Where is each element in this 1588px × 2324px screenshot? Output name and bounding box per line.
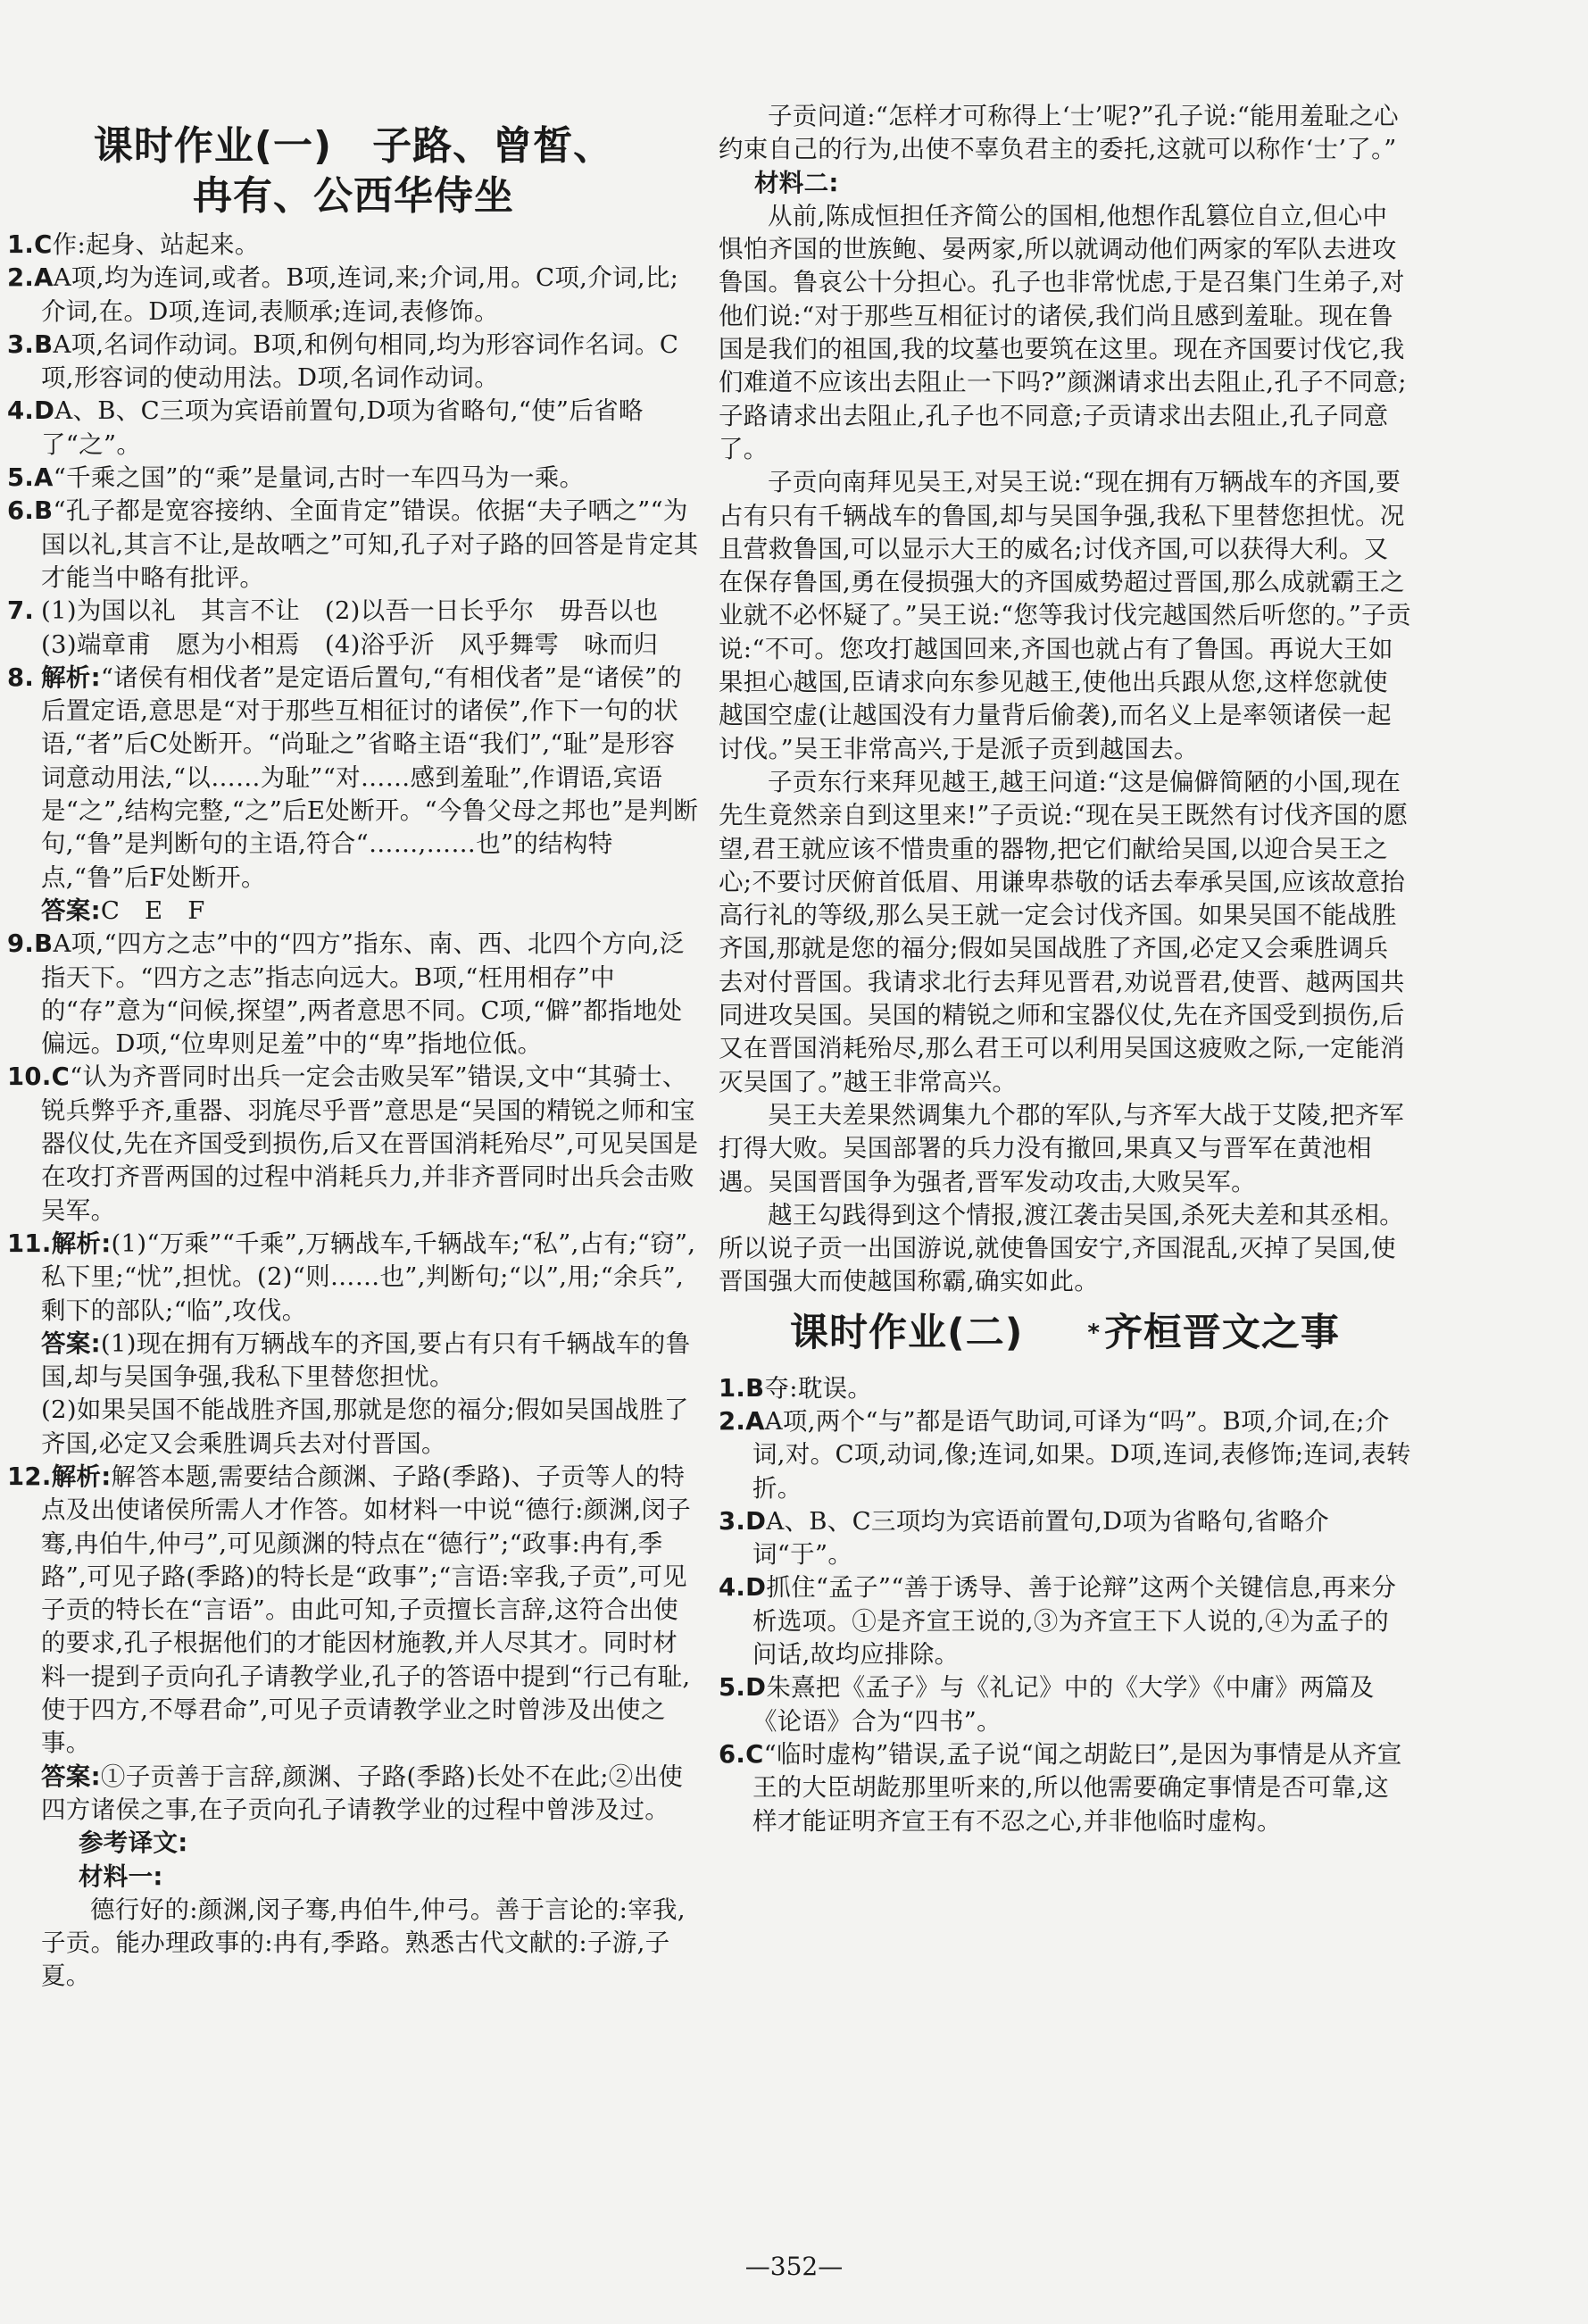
item-text: A、B、C三项均为宾语前置句,D项为省略句,省略介词“于”。 (752, 1506, 1329, 1570)
item-number: 12. (7, 1462, 52, 1491)
answer-item-4 (7, 395, 700, 462)
lesson-2-title-sub: 齐桓晋文之事 (1103, 1310, 1340, 1355)
page-number: —352— (744, 2252, 844, 2281)
answer-11-part2: (2)如果吴国不能战胜齐国,那就是您的福分;假如吴国战胜了齐国,必定又会乘胜调兵去对付晋国。 (41, 1395, 689, 1458)
material-1-heading: 材料一: (79, 1862, 163, 1891)
item-text: “千乘之国”的“乘”是量词,古时一车四马为一乘。 (53, 463, 585, 493)
answer-11 (7, 1328, 700, 1395)
translation-paragraph-2: 从前,陈成恒担任齐简公的国相,他想作乱篡位自立,但心中惧怕齐国的世族鲍、晏两家,所以就调动他们两家的军队去进攻鲁国。鲁哀公十分担心。孔子也非常忧虑,于是召集门生弟子,对他们说:“对于那些互相征讨的诸侯,我们尚且感到羞耻。现在鲁国是我们的祖国,我的坟墓也要筑在这里。现在齐国要讨伐它,我们难道不应该出去阻止一下吗?”颜渊请求出去阻止,孔子不同意;子路请求出去阻止,孔子也不同意;子贡请求出去阻止,孔子同意了。 (719, 201, 1407, 463)
lesson2-item-6 (719, 1738, 1411, 1838)
item-text: “孔子都是宽容接纳、全面肯定”错误。依据“夫子哂之”“为国以礼,其言不让,是故哂之”可知,孔子对子路的回答是肯定其才能当中略有批评。 (41, 496, 699, 592)
item-number: 4.D (7, 396, 55, 426)
item-number: 2.A (719, 1406, 765, 1436)
item-number: 2.A (7, 263, 54, 293)
item-text: “临时虚构”错误,孟子说“闻之胡龁曰”,是因为事情是从齐宣王的大臣胡龁那里听来的,所以他需要确定事情是否可靠,这样才能证明齐宣王有不忍之心,并非他临时虚构。 (752, 1739, 1402, 1836)
item-number: 10.C (7, 1062, 71, 1092)
item-text: A项,“四方之志”中的“四方”指东、南、西、北四个方向,泛指天下。“四方之志”指志向远大。B项,“枉用相存”中的“存”意为“问候,探望”,两者意思不同。C项,“僻”都指地处偏远。D项,“位卑则足羞”中的“卑”指地位低。 (41, 929, 685, 1059)
item-number: 9.B (7, 929, 54, 959)
item-text: (1)为国以礼 其言不让 (2)以吾一日长乎尔 毋吾以也 (3)端章甫 愿为小相焉 (4)浴乎沂 风乎舞雩 咏而归 (41, 596, 684, 659)
item-number: 1.C (7, 230, 53, 259)
item-text: “认为齐晋同时出兵一定会击败吴军”错误,文中“其骑士、锐兵弊乎齐,重器、羽旄尽乎晋”意思是“吴国的精锐之师和宝器仪仗,先在齐国受到损伤,后又在晋国消耗殆尽”,可见吴国是在攻打齐晋两国的过程中消耗兵力,并非齐晋同时出兵会击败吴军。 (41, 1062, 699, 1225)
answer-8 (7, 895, 700, 928)
item-number: 3.D (719, 1506, 767, 1536)
item-text: A项,均为连词,或者。B项,连词,来;介词,用。C项,介词,比;介词,在。D项,连词,表顺承;连词,表修饰。 (41, 263, 679, 326)
lesson-1-title (7, 121, 700, 221)
reference-translation-heading: 参考译文: (79, 1828, 188, 1858)
translation-paragraph-3: 子贡向南拜见吴王,对吴王说:“现在拥有万辆战车的齐国,要占有只有千辆战车的鲁国,却与吴国争强,我私下里替您担忧。况且营救鲁国,可以显示大王的威名;讨伐齐国,可以获得大利。又在保存鲁国,勇在侵损强大的齐国威势超过晋国,那么成就霸王之业就不必怀疑了。”吴王说:“您等我讨伐完越国然后听您的。”子贡说:“不可。您攻打越国回来,齐国也就占有了鲁国。再说大王如果担心越国,臣请求向东参见越王,使他出兵跟从您,这样您就使越国空虚(让越国没有力量背后偷袭),而名义上是率领诸侯一起讨伐。”吴王非常高兴,于是派子贡到越国去。 (719, 468, 1411, 763)
answer-item-6 (7, 495, 700, 595)
lesson2-item-3 (719, 1505, 1411, 1572)
item-number: 4.D (719, 1573, 767, 1603)
item-number: 11. (7, 1229, 52, 1258)
item-number: 8. (7, 662, 35, 692)
item-text: 作:起身、站起来。 (52, 230, 260, 259)
lesson-2-title (719, 1306, 1411, 1360)
analysis-label: 解析: (41, 662, 101, 692)
translation-paragraph-1: 子贡问道:“怎样才可称得上‘士’呢?”孔子说:“能用羞耻之心约束自己的行为,出使不辜负君主的委托,这就可以称作‘士’了。” (719, 102, 1399, 164)
translation-paragraph-5: 吴王夫差果然调集九个郡的军队,与齐军大战于艾陵,把齐军打得大败。吴国部署的兵力没有撤回,果真又与晋军在黄池相遇。吴国晋国争为强者,晋军发动攻击,大败吴军。 (719, 1100, 1405, 1196)
material-2-heading: 材料二: (754, 168, 839, 197)
right-column (719, 100, 1411, 1838)
answer-label: 答案: (41, 1329, 101, 1358)
answer-text: C E F (100, 895, 205, 925)
item-number: 3.B (7, 329, 54, 359)
answer-item-11 (7, 1228, 700, 1328)
answer-label: 答案: (41, 1762, 101, 1791)
left-column (7, 100, 700, 1994)
item-number: 1.B (719, 1373, 765, 1403)
answer-item-7 (7, 595, 700, 662)
item-text: A、B、C三项为宾语前置句,D项为省略句,“使”后省略了“之”。 (41, 396, 644, 459)
answer-item-10 (7, 1061, 700, 1227)
translation-paragraph-4: 子贡东行来拜见越王,越王问道:“这是偏僻简陋的小国,现在先生竟然亲自到这里来!”子贡说:“现在吴王既然有讨伐齐国的愿望,君王就应该不惜贵重的器物,把它们献给吴国,以迎合吴王之心;不要讨厌俯首低眉、用谦卑恭敬的话去奉承吴国,应该故意抬高行礼的等级,那么吴王就一定会讨伐齐国。如果吴国不能战胜齐国,那就是您的福分;假如吴国战胜了齐国,必定又会乘胜调兵去对付晋国。我请求北行去拜见晋君,劝说晋君,使晋、越两国共同进攻吴国。吴国的精锐之师和宝器仪仗,先在齐国受到损伤,后又在晋国消耗殆尽,那么君王可以利用吴国这疲败之际,一定能消灭吴国了。”越王非常高兴。 (719, 767, 1409, 1096)
lesson2-item-1 (719, 1372, 1411, 1405)
translation-paragraph-6: 越王勾践得到这个情报,渡江袭击吴国,杀死夫差和其丞相。所以说子贡一出国游说,就使鲁国安宁,齐国混乱,灭掉了吴国,使晋国强大而使越国称霸,确实如此。 (719, 1200, 1405, 1296)
optional-star-mark: * (1087, 1319, 1101, 1346)
item-number: 5.A (7, 463, 54, 493)
answer-label: 答案: (41, 895, 101, 925)
lesson2-item-5 (719, 1671, 1411, 1738)
lesson-2-title-main: 课时作业(二) (790, 1310, 1024, 1355)
lesson-1-title-line2: 冉有、公西华侍坐 (193, 173, 514, 219)
item-text: 朱熹把《孟子》与《礼记》中的《大学》《中庸》两篇及《论语》合为“四书”。 (752, 1673, 1375, 1736)
item-number: 7. (7, 596, 35, 626)
item-number: 6.B (7, 496, 54, 526)
item-number: 5.D (719, 1673, 767, 1703)
answer-item-2 (7, 262, 700, 329)
lesson2-item-2 (719, 1405, 1411, 1505)
item-text: A项,名词作动词。B项,和例句相同,均为形容词作名词。C项,形容词的使动用法。D项,名词作动词。 (41, 329, 679, 393)
item-text: 抓住“孟子”“善于诱导、善于论辩”这两个关键信息,再来分析选项。①是齐宣王说的,③为齐宣王下人说的,④为孟子的问话,故均应排除。 (752, 1573, 1397, 1670)
answer-text: (1)现在拥有万辆战车的齐国,要占有只有千辆战车的鲁国,却与吴国争强,我私下里替您担忧。 (41, 1329, 691, 1392)
item-text: 解答本题,需要结合颜渊、子路(季路)、子贡等人的特点及出使诸侯所需人才作答。如材料一中说“德行:颜渊,闵子骞,冉伯牛,仲弓”,可见颜渊的特点在“德行”;“政事:冉有,季路”,可见子路(季路)的特长是“政事”;“言语:宰我,子贡”,可见子贡的特长在“言语”。由此可知,子贡擅长言辞,这符合出使的要求,孔子根据他们的才能因材施教,并人尽其才。同时材料一提到子贡向孔子请教学业,孔子的答语中提到“行己有耻,使于四方,不辱君命”,可见子贡请教学业之时曾涉及出使之事。 (41, 1462, 691, 1758)
analysis-label: 解析: (51, 1229, 112, 1258)
analysis-label: 解析: (51, 1462, 112, 1491)
answer-text: ①子贡善于言辞,颜渊、子路(季路)长处不在此;②出使四方诸侯之事,在子贡向孔子请教学业的过程中曾涉及过。 (41, 1762, 684, 1824)
material-1-text: 德行好的:颜渊,闵子骞,冉伯牛,仲弓。善于言论的:宰我,子贡。能办理政事的:冉有,季路。熟悉古代文献的:子游,子夏。 (41, 1895, 686, 1991)
answer-12 (7, 1761, 700, 1828)
item-text: “诸侯有相伐者”是定语后置句,“有相伐者”是“诸侯”的后置定语,意思是“对于那些互相征讨的诸侯”,作下一句的状语,“者”后C处断开。“尚耻之”省略主语“我们”,“耻”是形容词意动用法,“以……为耻”“对……感到羞耻”,作谓语,宾语是“之”,结构完整,“之”后E处断开。“今鲁父母之邦也”是判断句,“鲁”是判断句的主语,符合“……,……也”的结构特点,“鲁”后F处断开。 (41, 662, 699, 892)
lesson-1-title-line1: 课时作业(一) 子路、曾皙、 (93, 123, 614, 169)
item-text: A项,两个“与”都是语气助词,可译为“吗”。B项,介词,在;介词,对。C项,动词,像;连词,如果。D项,连词,表修饰;连词,表转折。 (752, 1406, 1411, 1503)
answer-item-3 (7, 329, 700, 396)
answer-item-8 (7, 662, 700, 895)
lesson2-item-4 (719, 1571, 1411, 1671)
answer-item-9 (7, 928, 700, 1061)
item-text: (1)“万乘”“千乘”,万辆战车,千辆战车;“私”,占有;“窃”,私下里;“忧”,担忧。(2)“则……也”,判断句;“以”,用;“余兵”,剩下的部队;“临”,攻伐。 (41, 1229, 696, 1325)
item-text: 夺:耽误。 (764, 1373, 873, 1403)
item-number: 6.C (719, 1739, 764, 1769)
answer-item-1 (7, 229, 700, 262)
answer-item-5 (7, 462, 700, 495)
answer-item-12 (7, 1461, 700, 1761)
